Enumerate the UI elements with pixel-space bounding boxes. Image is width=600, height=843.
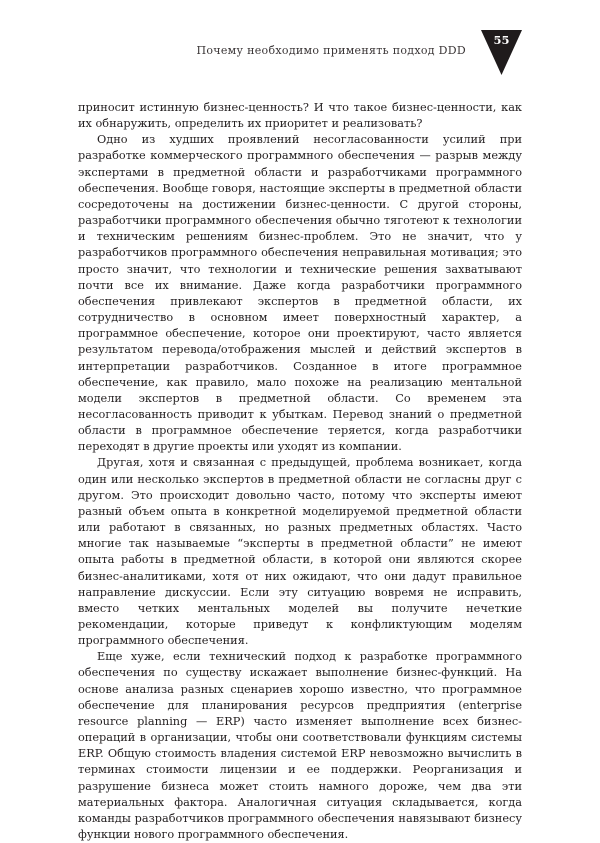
body-text [78,100,522,843]
paragraph-4: Еще хуже, если технический подход к разработке программного обеспечения по существу искажает выполнение бизнес-функций. На основе анализа разных сценариев хорошо известно, что программное обеспечение для планирования ресурсов предприятия (enterprise resource planning — ERP) часто изменяет выполнение всех бизнес-операций в организации, чтобы они соответствовали функциям системы ERP. Общую стоимость владения системой ERP невозможно вычислить в терминах стоимости лицензии и ее поддержки. Реорганизация и разрушение бизнеса может стоить намного дороже, чем два эти материальных фактора. Аналогичная ситуация складывается, когда команды разработчиков программного обеспечения навязывают бизнесу функции нового программного обеспечения. [78,650,522,842]
page-number: 55 [493,33,510,47]
paragraph-2: Одно из худших проявлений несогласованности усилий при разработке коммерческого программного обеспечения — разрыв между экспертами в предметной области и разработчиками программного обеспечения. Вообще говоря, настоящие эксперты в предметной области сосредоточены на достижении бизнес-ценности. С другой стороны, разработчики программного обеспечения обычно тяготеют к технологии и техническим решениям бизнес-проблем. Это не значит, что у разработчиков программного обеспечения неправильная мотивация; это просто значит, что технологии и технические решения захватывают почти все их внимание. Даже когда разработчики программного обеспечения привлекают экспертов в предметной области, их сотрудничество в основном имеет поверхностный характер, а программное обеспечение, которое они проектируют, часто является результатом перевода/отображения мыслей и действий экспертов в интерпретации разработчиков. Созданное в итоге программное обеспечение, как правило, мало похоже на реализацию ментальной модели экспертов в предметной области. Со временем эта несогласованность приводит к убыткам. Перевод знаний о предметной области в программное обеспечение теряется, когда разработчики переходят в другие проекты или уходят из компании. [78,133,522,454]
running-head-title: Почему необходимо применять подход DDD [196,44,466,57]
paragraph-1: приносит истинную бизнес-ценность? И что такое бизнес-ценности, как их обнаружить, определить их приоритет и реализовать? [78,101,522,131]
paragraph-3: Другая, хотя и связанная с предыдущей, проблема возникает, когда один или несколько экспертов в предметной области не согласны друг с другом. Это происходит довольно часто, потому что эксперты имеют разный объем опыта в конкретной моделируемой предметной области или работают в связанных, но разных предметных областях. Часто многие так называемые “эксперты в предметной области” не имеют опыта работы в предметной области, в которой они являются скорее бизнес-аналитиками, хотя от них ожидают, что они дадут правильное направление дискуссии. Если эту ситуацию вовремя не исправить, вместо четких ментальных моделей вы получите нечеткие рекомендации, которые приведут к конфликтующим моделям программного обеспечения. [78,456,522,648]
